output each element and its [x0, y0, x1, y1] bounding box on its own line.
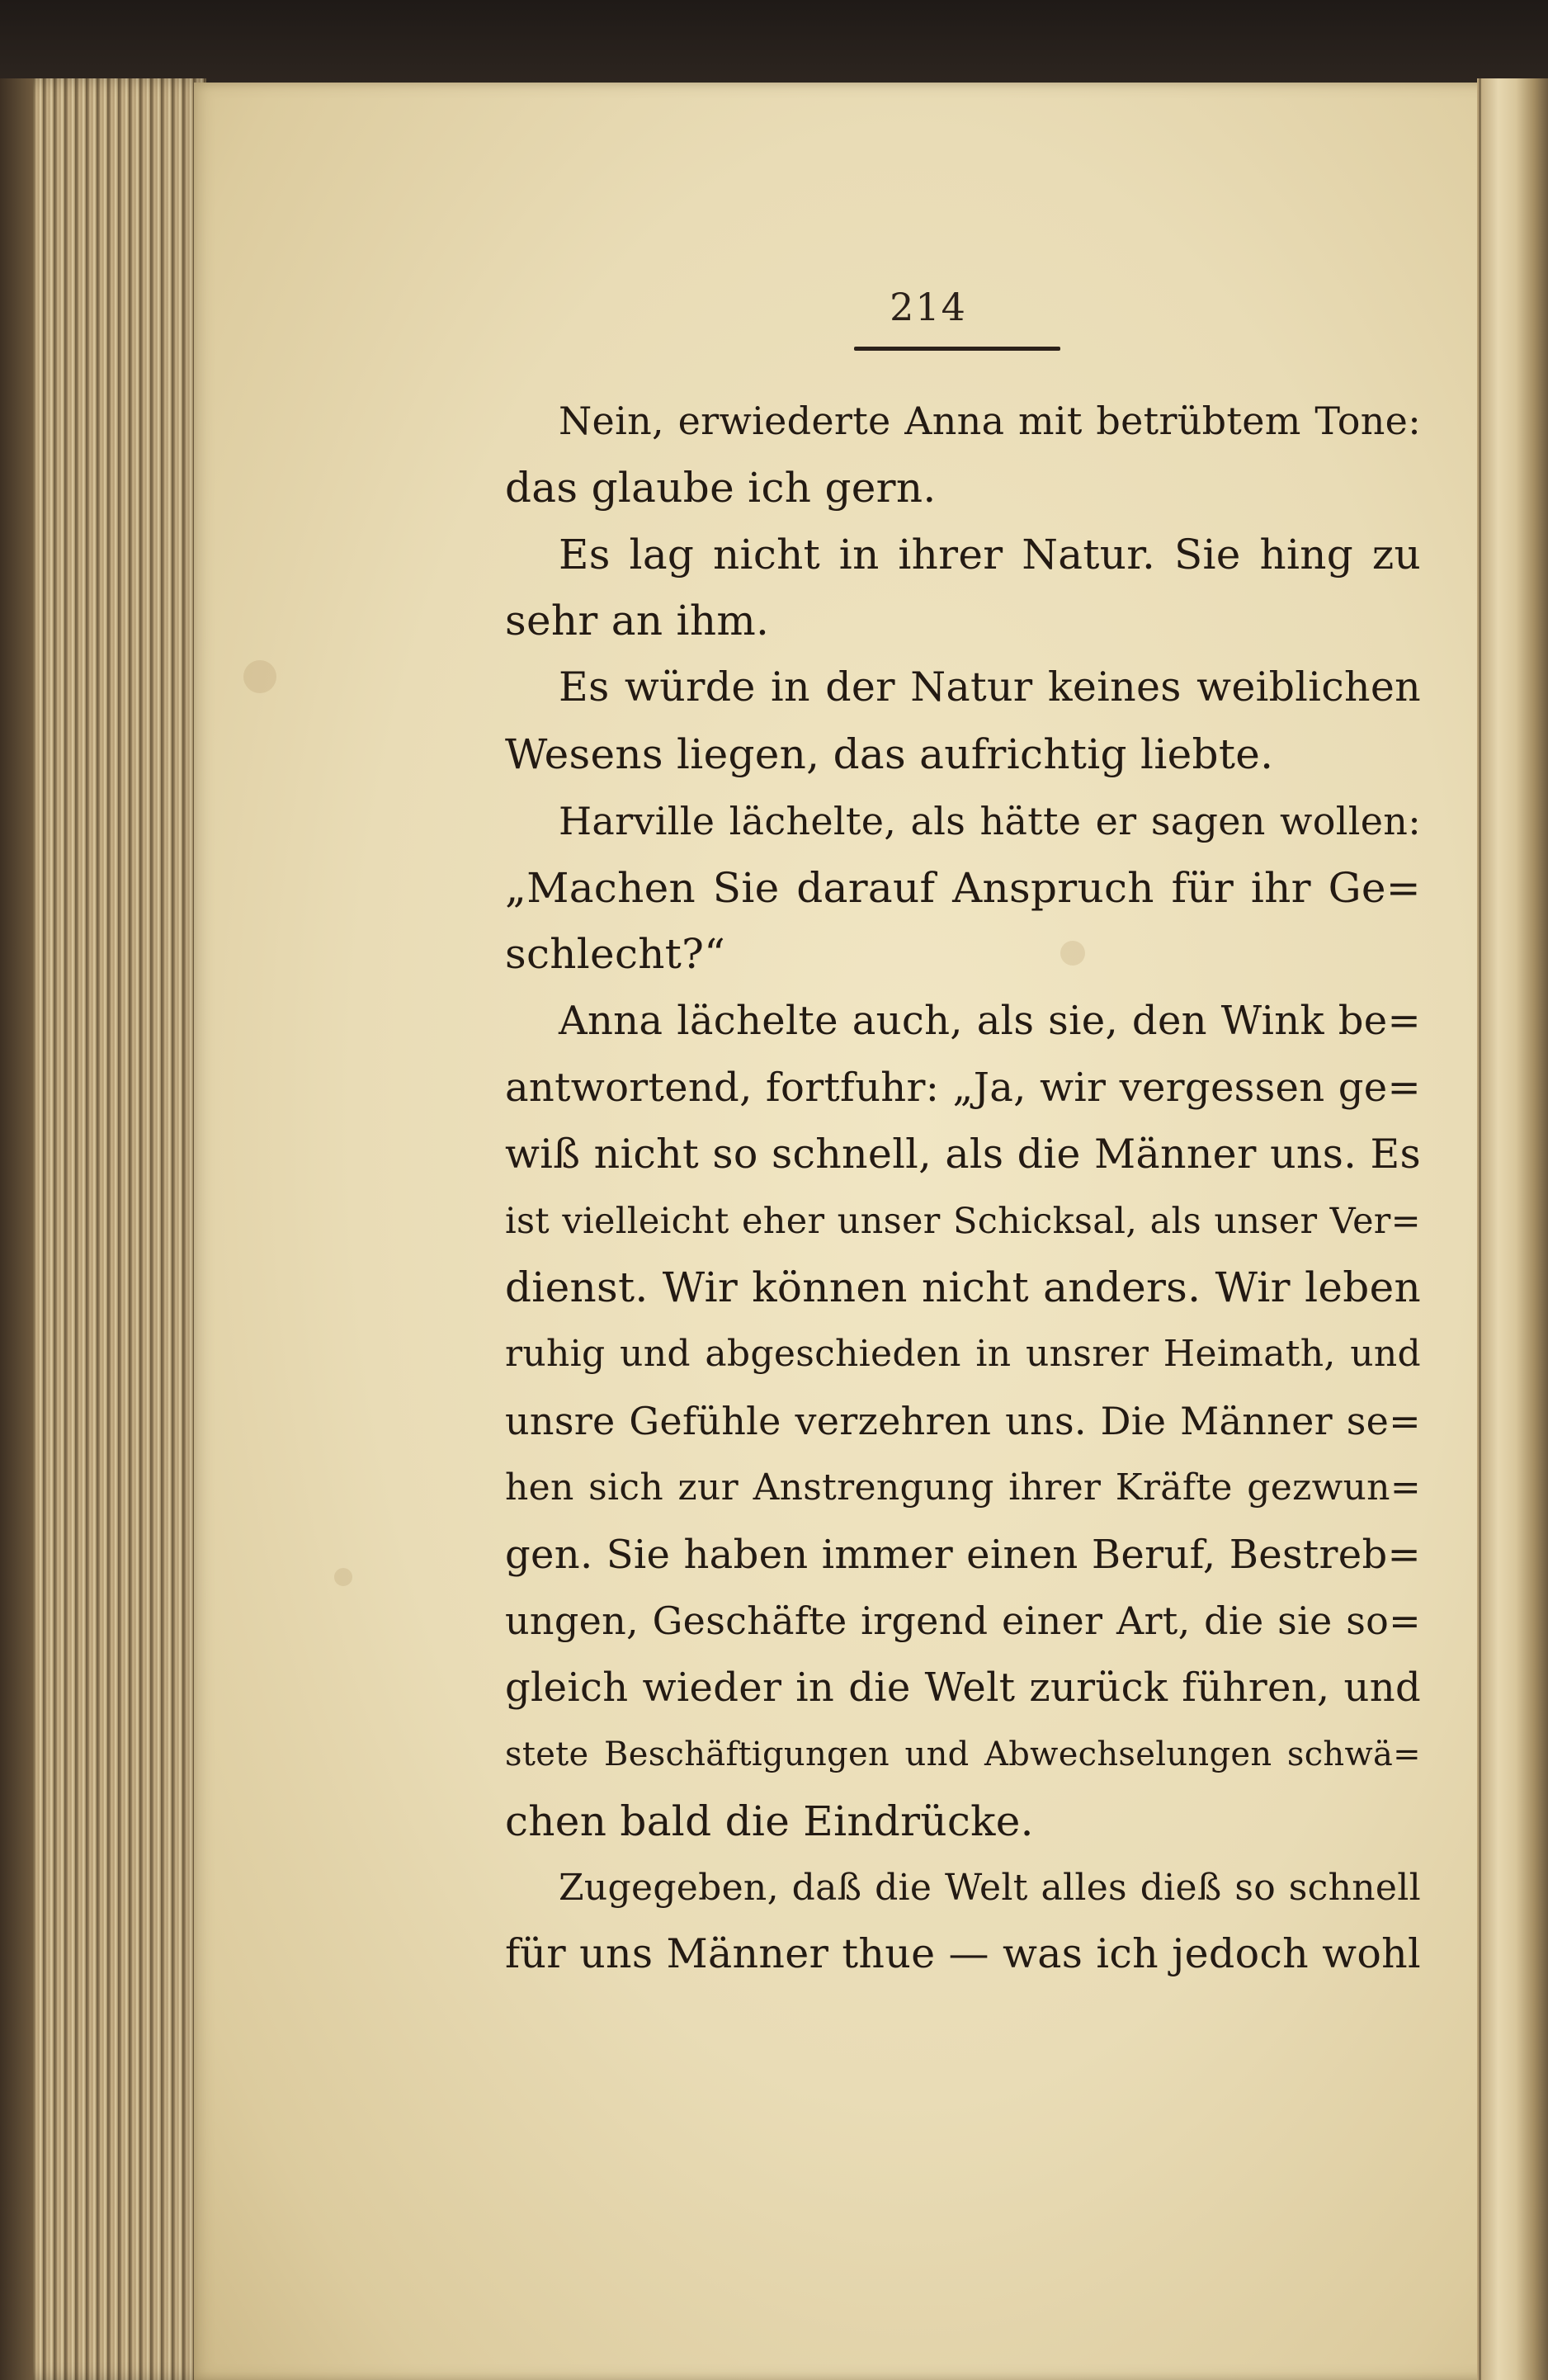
text-line: sehr an ihm. — [505, 597, 770, 645]
text-line: Wesens liegen, das aufrichtig liebte. — [505, 730, 1274, 778]
text-line: Es würde in der Natur keines weiblichen — [559, 663, 1421, 711]
text-line: chen bald die Eindrücke. — [505, 1797, 1034, 1845]
text-line: wiß nicht so schnell, als die Männer uns. Es — [505, 1130, 1421, 1178]
text-line: gen. Sie haben immer einen Beruf, Bestreb= — [505, 1531, 1421, 1578]
text-line: ungen, Geschäfte irgend einer Art, die sie so= — [505, 1598, 1421, 1644]
text-line: antwortend, fortfuhr: „Ja, wir vergessen ge= — [505, 1064, 1421, 1111]
text-line: stete Beschäftigungen und Abwechselungen schwä= — [505, 1735, 1421, 1773]
text-line: schlecht?“ — [505, 930, 726, 979]
book-gutter — [1477, 78, 1548, 2380]
text-line: Nein, erwiederte Anna mit betrübtem Tone: — [559, 399, 1421, 443]
scanner-background — [0, 0, 1548, 91]
foxing-spot — [334, 1568, 352, 1586]
text-line: Es lag nicht in ihrer Natur. Sie hing zu — [559, 530, 1421, 578]
page-number: 214 — [890, 285, 967, 329]
text-line: Harville lächelte, als hätte er sagen wollen: — [559, 798, 1421, 843]
text-body — [505, 388, 1421, 1988]
text-line: das glaube ich gern. — [505, 463, 937, 512]
book-page-edges — [0, 78, 206, 2380]
text-line: gleich wieder in die Welt zurück führen, und — [505, 1665, 1421, 1712]
text-line: „Machen Sie darauf Anspruch für ihr Ge= — [505, 863, 1421, 912]
text-line: für uns Männer thue — was ich jedoch wohl — [505, 1930, 1421, 1978]
header-rule — [854, 347, 1060, 351]
foxing-spot — [243, 660, 276, 693]
text-line: Anna lächelte auch, als sie, den Wink be= — [559, 998, 1421, 1045]
text-line: ruhig und abgeschieden in unsrer Heimath, und — [505, 1333, 1421, 1376]
text-line: unsre Gefühle verzehren uns. Die Männer se= — [505, 1398, 1421, 1443]
text-line: dienst. Wir können nicht anders. Wir leben — [505, 1263, 1421, 1312]
text-line: ist vielleicht eher unser Schicksal, als unser Ver= — [505, 1200, 1421, 1242]
text-line: hen sich zur Anstrengung ihrer Kräfte gezwun= — [505, 1466, 1421, 1509]
text-line: Zugegeben, daß die Welt alles dieß so schnell — [559, 1866, 1421, 1909]
